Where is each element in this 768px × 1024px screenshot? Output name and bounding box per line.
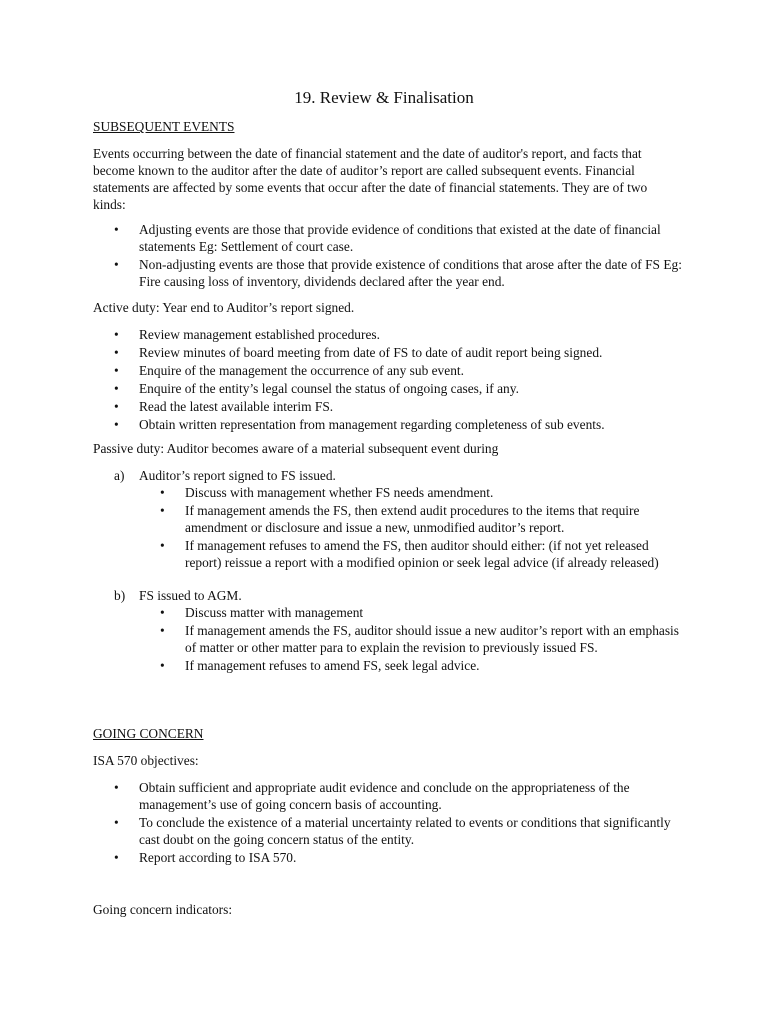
subsequent-events-heading: SUBSEQUENT EVENTS <box>93 119 235 134</box>
list-item: • Non-adjusting events are those that provide existence of conditions that arose after the date of FS Eg: Fire causing loss of inventory, dividends declared after the year end. <box>93 256 683 290</box>
isa-570-objectives-label: ISA 570 objectives: <box>93 753 199 768</box>
list-item: • Read the latest available interim FS. <box>93 398 683 416</box>
list-item: • Adjusting events are those that provide evidence of conditions that existed at the date of financial statements Eg: Settlement of court case. <box>93 221 683 255</box>
list-item: • Obtain sufficient and appropriate audit evidence and conclude on the appropriateness of the management’s use of going concern basis of accounting. <box>93 779 683 813</box>
list-item: • Discuss matter with management <box>139 604 683 621</box>
list-marker: a) <box>114 468 125 483</box>
list-item: • If management amends the FS, then extend audit procedures to the items that require amendment or disclosure and issue a new, unmodified auditor’s report. <box>139 502 683 536</box>
event-kinds-list <box>93 221 683 290</box>
list-item: • Discuss with management whether FS needs amendment. <box>139 484 683 501</box>
list-item: • If management refuses to amend FS, seek legal advice. <box>139 657 683 674</box>
active-duty-label: Active duty: Year end to Auditor’s report signed. <box>93 300 355 315</box>
list-item: • Enquire of the management the occurrence of any sub event. <box>93 362 683 380</box>
going-concern-indicators-label: Going concern indicators: <box>93 902 233 917</box>
list-item: • Enquire of the entity’s legal counsel the status of ongoing cases, if any. <box>93 380 683 398</box>
going-concern-heading: GOING CONCERN <box>93 726 204 741</box>
list-item: • If management refuses to amend the FS, then auditor should either: (if not yet released report) reissue a report with a modified opinion or seek legal advice (if already released) <box>139 537 683 571</box>
list-item: • Report according to ISA 570. <box>93 849 683 866</box>
list-item: • Review management established procedures. <box>93 326 683 344</box>
list-item: • If management amends the FS, auditor should issue a new auditor’s report with an emphasis of matter or other matter para to explain the revision to previously issued FS. <box>139 622 683 656</box>
passive-duty-label: Passive duty: Auditor becomes aware of a material subsequent event during <box>93 441 499 456</box>
passive-case-a-label: Auditor’s report signed to FS issued. <box>139 468 336 483</box>
list-item: • Review minutes of board meeting from date of FS to date of audit report being signed. <box>93 344 683 362</box>
active-duty-list <box>93 326 683 434</box>
list-item: • Obtain written representation from management regarding completeness of sub events. <box>93 416 683 434</box>
passive-case-a-list <box>139 484 683 571</box>
passive-case-b-list <box>139 604 683 674</box>
passive-case-b-label: FS issued to AGM. <box>139 588 242 603</box>
page-title: 19. Review & Finalisation <box>294 88 474 107</box>
objectives-list <box>93 779 683 866</box>
subsequent-events-intro: Events occurring between the date of financial statement and the date of auditor's report, and facts that become known to the auditor after the date of auditor’s report are called subsequent events. Financial statements are affected by some events that occur after the date of financial statements. They are of two kinds: <box>93 146 648 212</box>
list-item: • To conclude the existence of a material uncertainty related to events or conditions that significantly cast doubt on the going concern status of the entity. <box>93 814 683 848</box>
list-marker: b) <box>114 588 126 603</box>
